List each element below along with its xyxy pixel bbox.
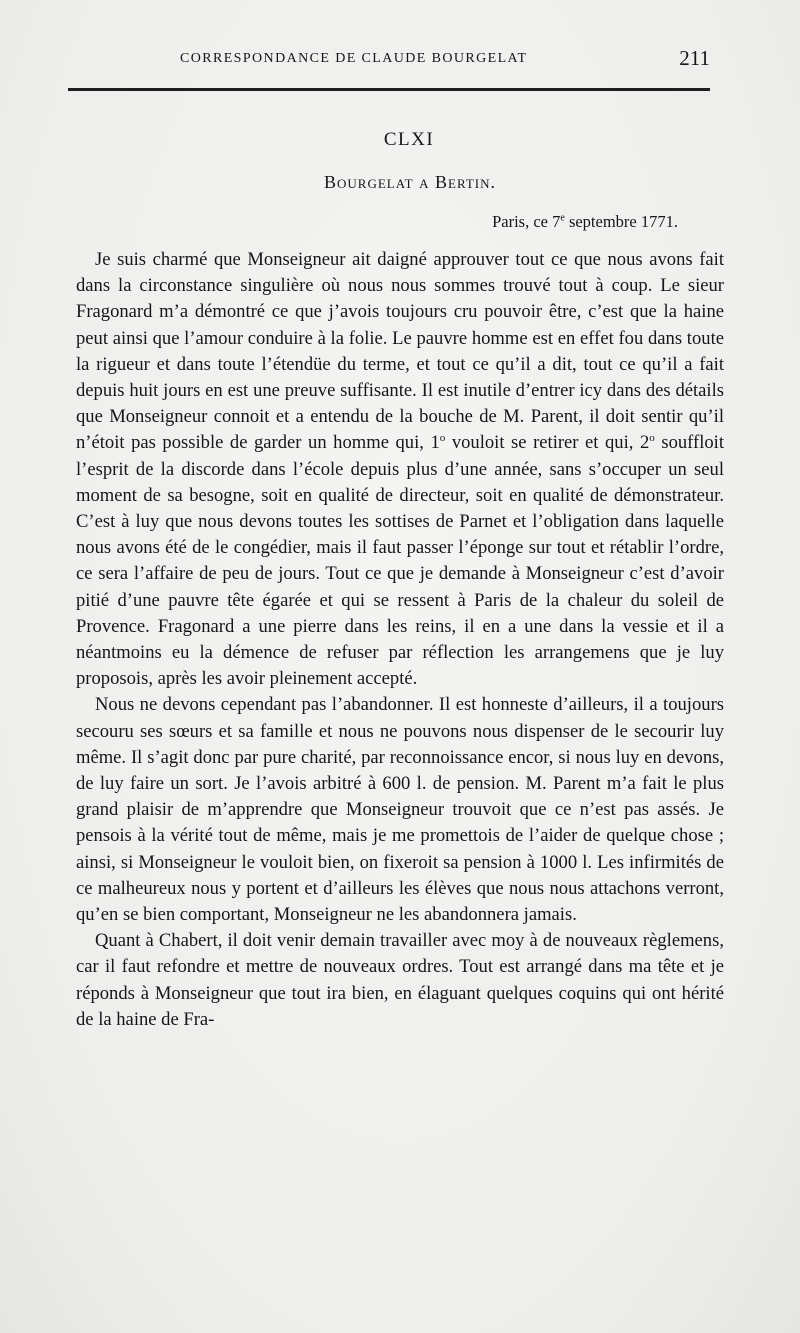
letter-paragraph	[76, 692, 724, 928]
paragraph-text: Nous ne devons cependant pas l’abandonner. Il est honneste d’ailleurs, il a toujours secouru ses sœurs et sa famille et nous ne pouvons nous dispenser de le secourir luy même. Il s’agit donc par pure charité, par reconnoissance encor, si nous luy en devons, de luy faire un sort. Je l’avois arbitré à 600 l. de pension. M. Parent m’a fait le plus grand plaisir de m’apprendre que Monseigneur trouvoit que ce n’est pas assés. Je pensois à la vérité tout de même, mais je me promettois de l’aider de quelque chose ; ainsi, si Monseigneur le vouloit bien, on fixeroit sa pension à 1000 l. Les infirmités de ce malheureux nous y portent et d’ailleurs les élèves que nous nous attachons verront, qu’en se bien comportant, Monseigneur ne les abandonnera jamais.	[76, 694, 724, 926]
header-rule	[68, 88, 710, 91]
letter-number: CLXI	[383, 129, 435, 150]
ordinal-superscript: o	[439, 432, 446, 445]
letter-body	[76, 247, 724, 1033]
running-title: CORRESPONDANCE DE CLAUDE BOURGELAT	[180, 51, 528, 66]
page-number: 211	[679, 46, 710, 70]
paragraph-text: Quant à Chabert, il doit venir demain travailler avec moy à de nouveaux règlemens, car il faut refondre et mettre de nouveaux ordres. Tout est arrangé dans ma tête et je réponds à Monseigneur que tout ira bien, en élaguant quelques coquins qui ont hérité de la haine de Fra-	[76, 930, 724, 1030]
dateline-place: Paris, ce 7	[492, 212, 561, 231]
dateline-superscript: e	[560, 212, 565, 224]
paragraph-text: vouloit se retirer et qui, 2	[445, 432, 650, 454]
dateline-date: septembre 1771.	[564, 212, 678, 231]
paragraph-text: souffloit l’esprit de la discorde dans l’école depuis plus d’une année, sans s’occuper un seul moment de sa besogne, soit en qualité de directeur, soit en qualité de démonstrateur. C’est à luy que nous devons toutes les sottises de Parnet et l’obligation dans laquelle nous avons été de le congédier, mais il faut passer l’éponge sur tout et rétablir l’ordre, ce sera l’affaire de peu de jours. Tout ce que je demande à Monseigneur c’est d’avoir pitié d’une pauvre tête égarée et qui se ressent à Paris de la chaleur du soleil de Provence. Fragonard a une pierre dans les reins, il en a une dans la vessie et il a néantmoins eu la démence de refuser par réflection les arrangemens que je luy proposois, après les avoir pleinement accepté.	[76, 432, 725, 690]
letter-paragraph	[76, 247, 724, 692]
paragraph-text: Je suis charmé que Monseigneur ait daigné approuver tout ce que nous avons fait dans la circonstance singulière où nous nous sommes trouvé tout à coup. Le sieur Fragonard m’a démontré ce que j’avois toujours cru pouvoir être, c’est que la haine peut ainsi que l’amour conduire à la folie. Le pauvre homme est en effet fou dans toute la rigueur et dans toute l’étendüe du terme, et tout ce qu’il a dit, tout ce qu’il a fait depuis huit jours en est une preuve suffisante. Il est inutile d’entrer icy dans des détails que Monseigneur connoit et a entendu de la bouche de M. Parent, il doit sentir qu’il n’étoit pas possible de garder un homme qui, 1	[76, 249, 724, 454]
dateline	[492, 212, 678, 232]
letter-heading: Bourgelat a Bertin.	[324, 172, 496, 192]
ordinal-superscript: o	[649, 432, 655, 445]
letter-paragraph	[76, 928, 724, 1033]
running-head	[72, 47, 712, 71]
